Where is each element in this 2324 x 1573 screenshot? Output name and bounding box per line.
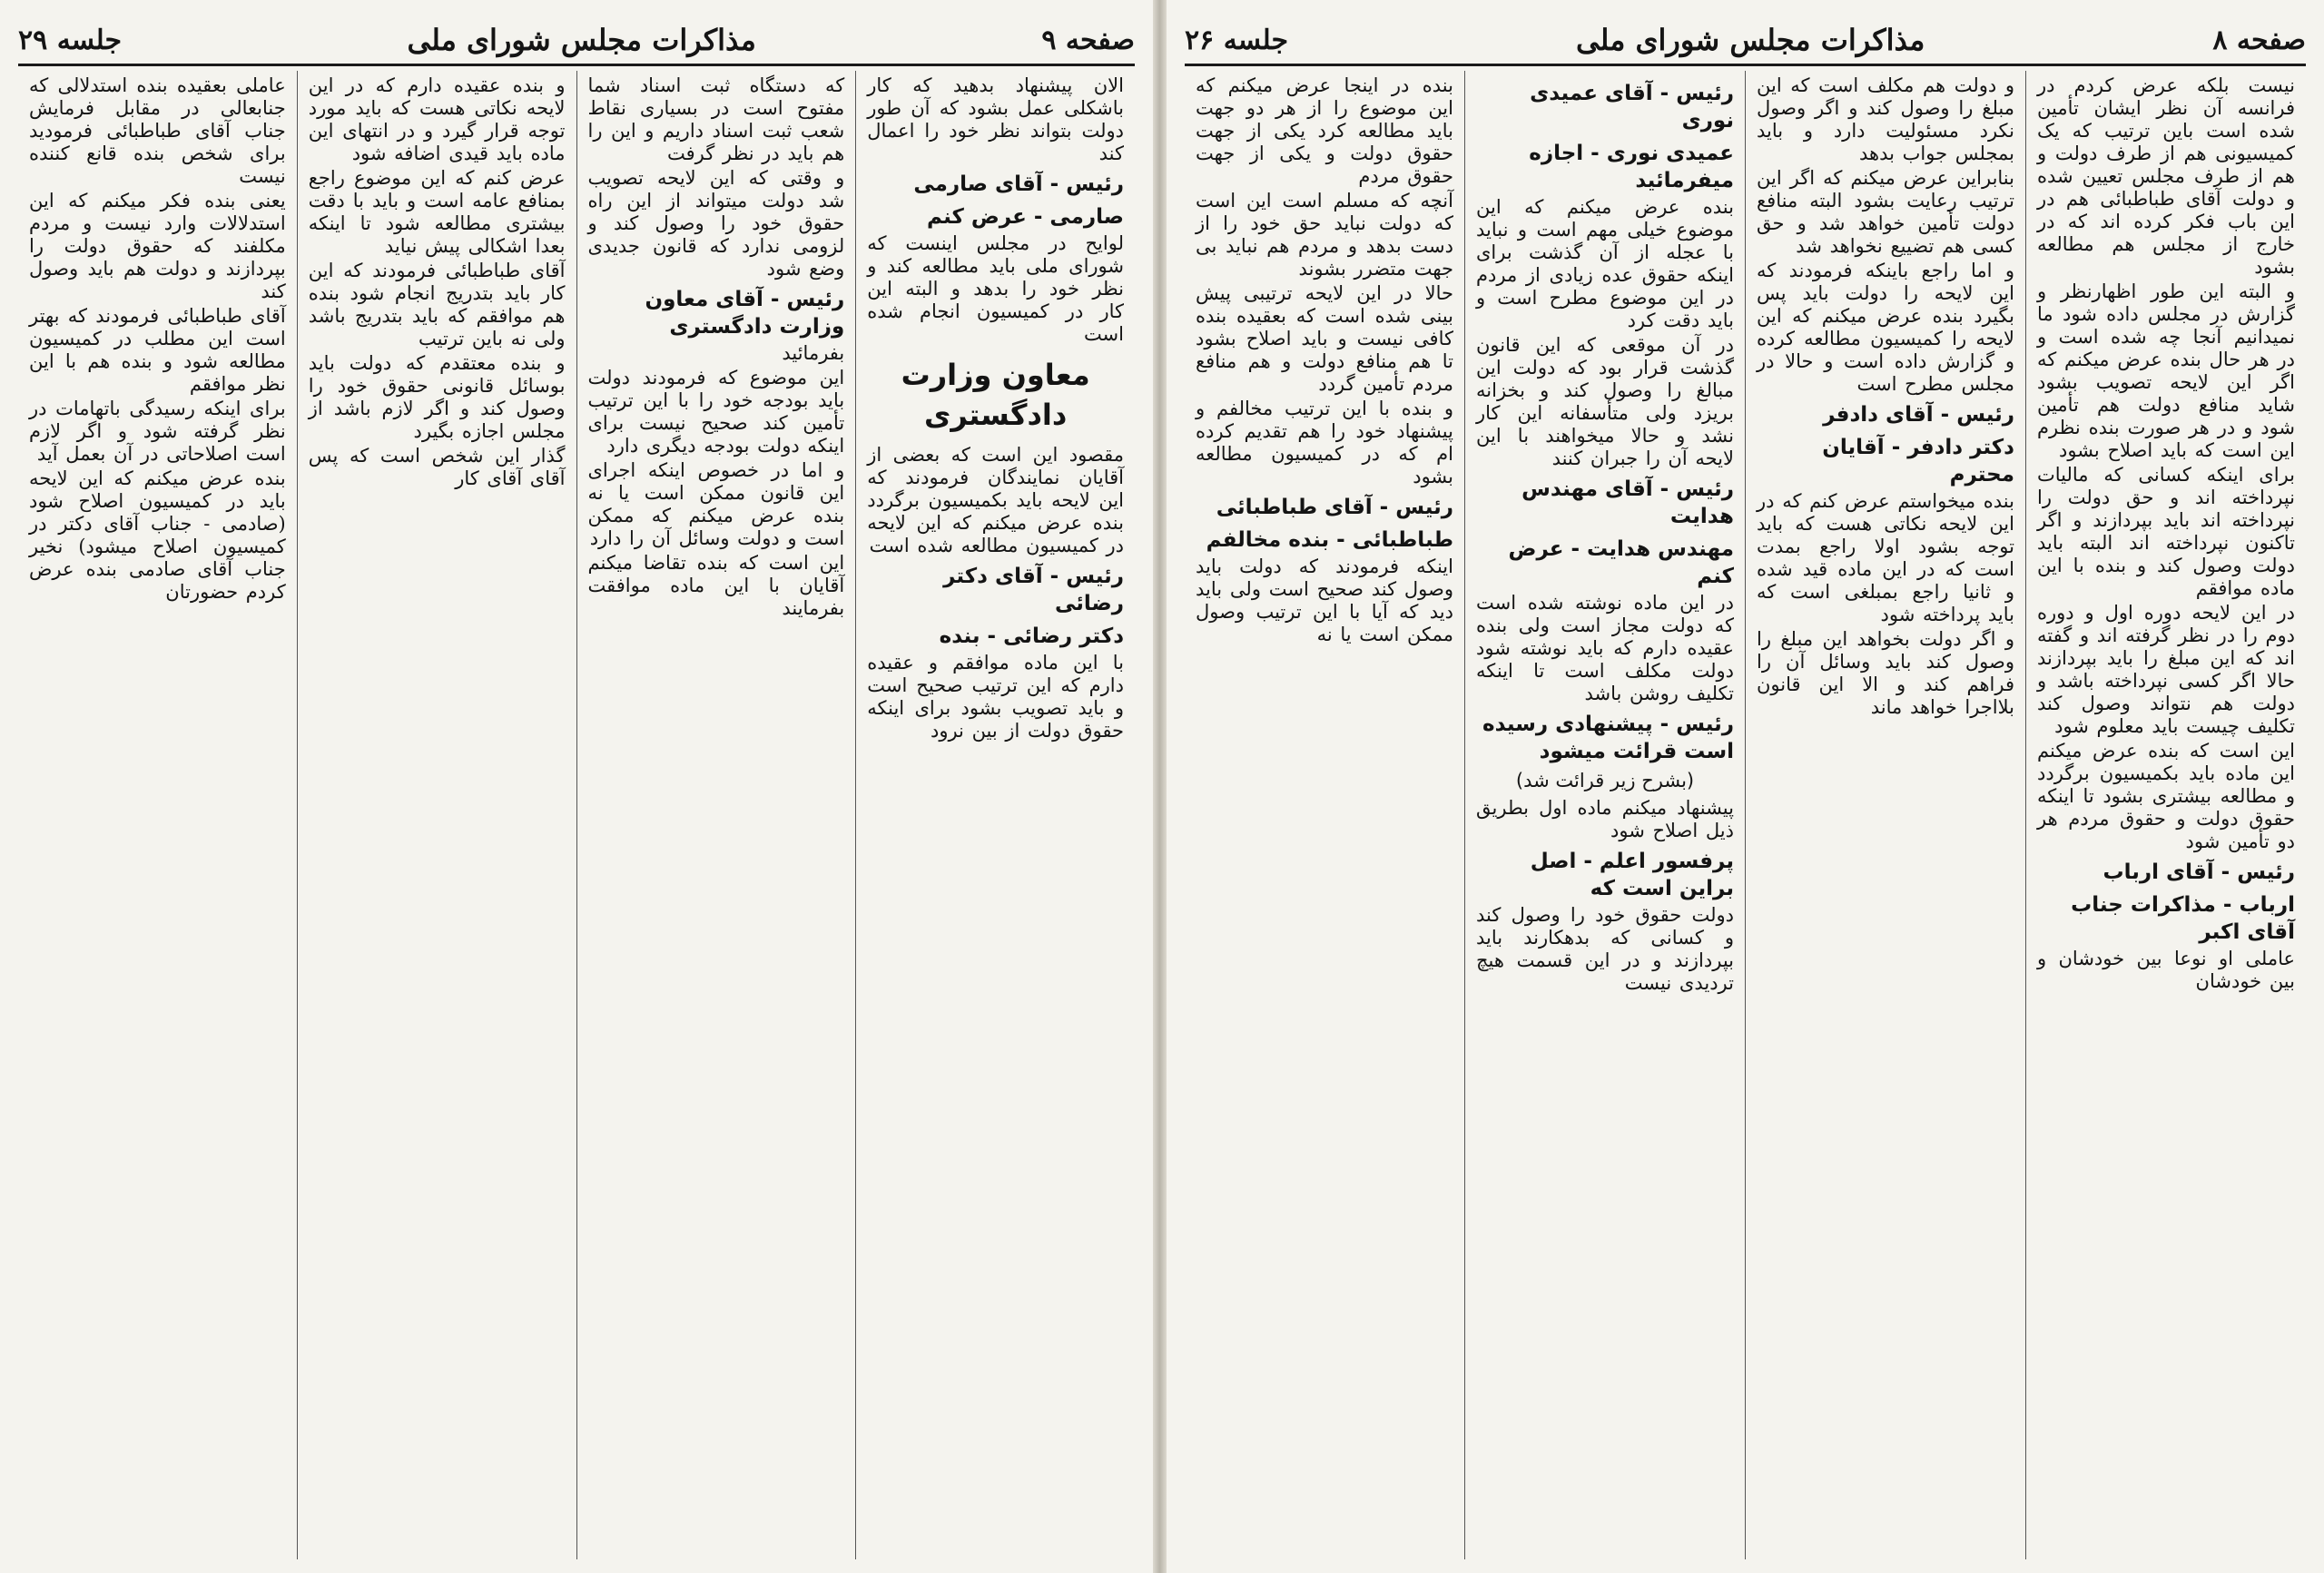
paragraph: عاملی بعقیده بنده استدلالی که جنابعالی در مقابل فرمایش جناب آقای طباطبائی فرمودید برای شخص بنده قانع کننده نیست bbox=[29, 74, 286, 187]
speaker-line: رئیس - آقای دادفر bbox=[1823, 403, 2014, 427]
paragraph: آقای طباطبائی فرمودند که این کار باید بتدریج انجام شود بنده هم موافقم که باید بتدریج باشد ولی نه باین ترتیب bbox=[308, 260, 566, 349]
section-heading: معاون وزارت دادگستری bbox=[901, 358, 1090, 432]
paragraph: مقصود این است که بعضی از آقایان نمایندگان فرمودند که این لایحه باید بکمیسیون برگردد بنده عرض میکنم که این لایحه در کمیسیون مطالعه شده است bbox=[867, 444, 1124, 556]
speaker-line: رئیس - آقای طباطبائی bbox=[1216, 496, 1453, 519]
paragraph: و اما در خصوص اینکه اجرای این قانون ممکن است یا نه بنده عرض میکنم که ممکن است و دولت وسائل آن را دارد bbox=[587, 459, 845, 549]
paragraph: نیست بلکه عرض کردم در فرانسه آن نظر ایشان تأمین شده است باین ترتیب که یک کمیسیونی هم از طرف دولت و هم از طرف مجلس تعیین شده و دولت آقای طباطبائی هم در این باب فکر کرده اند که در خارج از مجلس هم مطالعه بشود bbox=[2037, 74, 2295, 278]
left-page-header bbox=[18, 16, 1135, 66]
speaker-line: رئیس - آقای ارباب bbox=[2102, 860, 2295, 884]
left-page-session: جلسه ۲۹ bbox=[18, 24, 123, 56]
right-page-column-2 bbox=[1745, 71, 2025, 1559]
paragraph: حالا در این لایحه ترتیبی پیش بینی شده است که بعقیده بنده کافی نیست و باید اصلاح بشود تا هم منافع دولت و هم منافع مردم تأمین گردد bbox=[1196, 282, 1453, 395]
paragraph: عاملی او نوعا بین خودشان و بین خودشان bbox=[2037, 948, 2295, 992]
right-page-header bbox=[1185, 16, 2306, 66]
speaker-line: پرفسور اعلم - اصل براین است که bbox=[1530, 850, 1734, 900]
speaker-line: دکتر دادفر - آقایان محترم bbox=[1822, 436, 2014, 487]
paragraph: و اگر دولت بخواهد این مبلغ را وصول کند باید وسائل آن را فراهم کند و الا این قانون بلااجرا خواهد ماند bbox=[1757, 628, 2014, 718]
paragraph: در این لایحه دوره اول و دوره دوم را در نظر گرفته اند و گفته اند که این مبلغ را باید بپردازند حالا اگر کسی نپرداخته باشد و دولت هم نتواند وصول کند تکلیف چیست باید معلوم شود bbox=[2037, 602, 2295, 737]
speaker-line: رئیس - آقای معاون وزارت دادگستری bbox=[645, 288, 845, 339]
right-page-column-1 bbox=[2025, 71, 2306, 1559]
left-page-column-3 bbox=[297, 71, 576, 1559]
paragraph: با این ماده موافقم و عقیده دارم که این ترتیب صحیح است و باید تصویب بشود برای اینکه حقوق دولت از بین نرود bbox=[867, 652, 1124, 742]
paragraph: و وقتی که این لایحه تصویب شد دولت میتواند از این راه حقوق خود را وصول کند و لزومی ندارد که قانون جدیدی وضع شود bbox=[587, 167, 845, 280]
speaker-line: صارمی - عرض کنم bbox=[927, 205, 1124, 229]
speaker-line: رئیس - آقای مهندس هدایت bbox=[1521, 477, 1734, 528]
paragraph: گذار این شخص است که پس آقای آقای کار bbox=[308, 445, 566, 489]
left-page-column-2 bbox=[576, 71, 856, 1559]
speaker-line: عمیدی نوری - اجازه میفرمائید bbox=[1529, 142, 1734, 192]
paragraph: و البته این طور اظهارنظر و گزارش در مجلس داده شود ما نمیدانیم آنجا چه شده است و در هر حال بنده عرض میکنم که اگر این لایحه تصویب بشود شاید منافع دولت هم تأمین شود و در هر صورت بنده نظرم این است که باید اصلاح بشود bbox=[2037, 280, 2295, 461]
paragraph: بنده در اینجا عرض میکنم که این موضوع را از هر دو جهت باید مطالعه کرد یکی از جهت حقوق دولت و یکی از جهت حقوق مردم bbox=[1196, 74, 1453, 187]
paragraph: الان پیشنهاد بدهید که کار باشکلی عمل بشود که آن طور دولت بتواند نظر خود را اعمال کند bbox=[867, 74, 1124, 164]
paragraph: برای اینکه کسانی که مالیات نپرداخته اند و حق دولت را نپرداخته اند باید بپردازند و اگر تاکنون نپرداخته اند البته باید دولت وصول کند و بنده با این ماده موافقم bbox=[2037, 464, 2295, 599]
paragraph: برای اینکه رسیدگی باتهامات در نظر گرفته شود و اگر لازم است اصلاحاتی در آن بعمل آید bbox=[29, 398, 286, 465]
paragraph: دولت حقوق خود را وصول کند و کسانی که بدهکارند باید بپردازند و در این قسمت هیچ تردیدی نیست bbox=[1476, 904, 1734, 994]
paragraph: در این ماده نوشته شده است که دولت مجاز است ولی بنده عقیده دارم که باید نوشته شود دولت مکلف است تا اینکه تکلیف روشن باشد bbox=[1476, 592, 1734, 704]
left-page bbox=[0, 0, 1153, 1573]
right-page-column-4 bbox=[1185, 71, 1464, 1559]
paragraph: عرض کنم که این موضوع راجع بمنافع عامه است و باید با دقت بیشتری مطالعه شود تا اینکه بعدا اشکالی پیش نیاید bbox=[308, 167, 566, 257]
right-page-number: صفحه ۸ bbox=[2212, 24, 2306, 56]
left-page-column-1 bbox=[855, 71, 1135, 1559]
paragraph: این است که بنده تقاضا میکنم آقایان با این ماده موافقت بفرمایند bbox=[587, 552, 845, 619]
paragraph: بنده عرض میکنم که این موضوع خیلی مهم است و نباید با عجله از آن گذشت برای اینکه حقوق عده زیادی از مردم در این موضوع مطرح است و باید دقت کرد bbox=[1476, 196, 1734, 331]
paragraph: آقای طباطبائی فرمودند که بهتر است این مطلب در کمیسیون مطالعه شود و بنده هم با این نظر موافقم bbox=[29, 305, 286, 395]
paragraph: بفرمائید bbox=[782, 342, 845, 364]
paragraph: و دولت هم مکلف است که این مبلغ را وصول کند و اگر وصول نکرد مسئولیت دارد و باید بمجلس جواب بدهد bbox=[1757, 74, 2014, 164]
right-page-title: مذاکرات مجلس شورای ملی bbox=[1575, 23, 1925, 57]
right-page-session: جلسه ۲۶ bbox=[1185, 24, 1289, 56]
paragraph: اینکه فرمودند که دولت باید وصول کند صحیح است ولی باید دید که آیا با این ترتیب وصول ممکن است یا نه bbox=[1196, 555, 1453, 645]
paragraph: پیشنهاد میکنم ماده اول بطریق ذیل اصلاح شود bbox=[1476, 797, 1734, 841]
paragraph: و بنده با این ترتیب مخالفم و پیشنهاد خود را هم تقدیم کرده ام که در کمیسیون مطالعه بشود bbox=[1196, 398, 1453, 487]
paragraph: بنابراین عرض میکنم که اگر این ترتیب رعایت بشود البته منافع دولت تأمین خواهد شد و حق کسی هم تضییع نخواهد شد bbox=[1757, 167, 2014, 257]
paragraph: این موضوع که فرمودند دولت باید بودجه خود را با این ترتیب تأمین کند صحیح نیست برای اینکه دولت بودجه دیگری دارد bbox=[587, 367, 845, 457]
speaker-line: رئیس - آقای عمیدی نوری bbox=[1530, 82, 1734, 133]
speaker-line: رئیس - پیشنهادی رسیده است قرائت میشود bbox=[1482, 713, 1734, 763]
paragraph: لوایح در مجلس اینست که شورای ملی باید مطالعه کند و نظر خود را بدهد و البته این کار در کمیسیون انجام شده است bbox=[867, 232, 1124, 345]
paragraph: آنچه که مسلم است این است که دولت نباید حق خود را از دست بدهد و مردم هم نباید بی جهت متضرر بشوند bbox=[1196, 190, 1453, 280]
paragraph: بنده میخواستم عرض کنم که در این لایحه نکاتی هست که باید توجه بشود اولا راجع بمدت است که در این ماده قید شده و ثانیا راجع بمبلغی است که باید پرداخته شود bbox=[1757, 490, 2014, 625]
book-gutter bbox=[1153, 0, 1167, 1573]
paragraph: بنده عرض میکنم که این لایحه باید در کمیسیون اصلاح شود (صادمی - جناب آقای دکتر در کمیسیون اصلاح میشود) نخیر جناب آقای صادمی بنده عرض کردم حضورتان bbox=[29, 467, 286, 603]
paragraph: یعنی بنده فکر میکنم که این استدلالات وارد نیست و مردم مکلفند که حقوق دولت را بپردازند و دولت هم باید وصول کند bbox=[29, 190, 286, 302]
left-page-column-4 bbox=[18, 71, 297, 1559]
speaker-line: دکتر رضائی - بنده bbox=[939, 624, 1124, 648]
right-page-column-3 bbox=[1464, 71, 1745, 1559]
left-page-number: صفحه ۹ bbox=[1041, 24, 1135, 56]
paragraph: که دستگاه ثبت اسناد شما مفتوح است در بسیاری نقاط شعب ثبت اسناد داریم و این را هم باید در نظر گرفت bbox=[587, 74, 845, 164]
paragraph: و اما راجع باینکه فرمودند که این لایحه را دولت باید پس بگیرد بنده عرض میکنم که این لایحه را کمیسیون مطالعه کرده و گزارش داده است و حالا در مجلس مطرح است bbox=[1757, 260, 2014, 395]
centered-note: (بشرح زیر قرائت شد) bbox=[1515, 770, 1695, 791]
speaker-line: ارباب - مذاکرات جناب آقای اکبر bbox=[2071, 893, 2295, 944]
speaker-line: رئیس - آقای صارمی bbox=[913, 172, 1124, 196]
paragraph: و بنده عقیده دارم که در این لایحه نکاتی هست که باید مورد توجه قرار گیرد و در انتهای این ماده باید قیدی اضافه شود bbox=[308, 74, 566, 164]
left-page-columns bbox=[18, 71, 1135, 1559]
speaker-line: مهندس هدایت - عرض کنم bbox=[1508, 537, 1734, 588]
paragraph: در آن موقعی که این قانون گذشت قرار بود که دولت این مبالغ را وصول کند و بخزانه بریزد ولی متأسفانه این کار نشد و حالا میخواهند با این لایحه آن را جبران کنند bbox=[1476, 334, 1734, 469]
paragraph: این است که بنده عرض میکنم این ماده باید بکمیسیون برگردد و مطالعه بیشتری بشود تا اینکه حقوق دولت و حقوق مردم هر دو تأمین شود bbox=[2037, 740, 2295, 852]
speaker-line: طباطبائی - بنده مخالفم bbox=[1206, 528, 1453, 552]
left-page-title: مذاکرات مجلس شورای ملی bbox=[407, 23, 756, 57]
right-page bbox=[1167, 0, 2324, 1573]
paragraph: و بنده معتقدم که دولت باید بوسائل قانونی حقوق خود را وصول کند و اگر لازم باشد از مجلس اجازه بگیرد bbox=[308, 352, 566, 442]
speaker-line: رئیس - آقای دکتر رضائی bbox=[943, 565, 1124, 615]
right-page-columns bbox=[1185, 71, 2306, 1559]
